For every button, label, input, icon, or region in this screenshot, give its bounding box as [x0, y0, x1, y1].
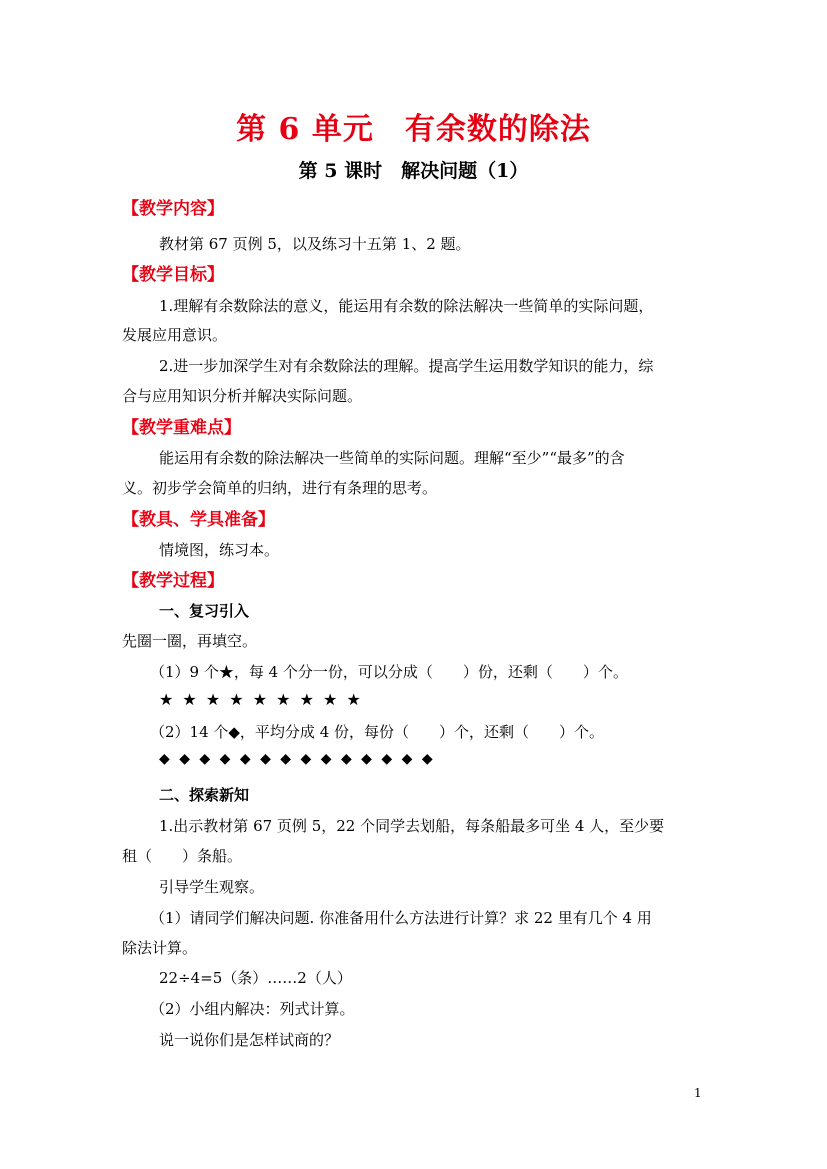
lesson-subtitle: 第 5 课时 解决问题（1）: [298, 160, 529, 182]
question-2: （2）小组内解决：列式计算。: [150, 1000, 355, 1018]
review-question-2: （2）14 个◆，平均分成 4 份，每份（ ）个，还剩（ ）个。: [150, 723, 605, 741]
tools-text: 情境图，练习本。: [159, 541, 280, 559]
section-heading-goals: 【教学目标】: [122, 265, 224, 285]
observe-text: 引导学生观察。: [159, 878, 265, 896]
question-3: 说一说你们是怎样试商的？: [159, 1031, 340, 1049]
section-heading-tools: 【教具、学具准备】: [122, 510, 275, 530]
section-heading-content: 【教学内容】: [122, 199, 224, 219]
question-1-line1: （1）请同学们解决问题. 你准备用什么方法进行计算？求 22 里有几个 4 用: [150, 909, 652, 927]
review-heading: 一、复习引入: [159, 602, 250, 620]
review-question-1: （1）9 个★，每 4 个分一份，可以分成（ ）份，还剩（ ）个。: [150, 663, 628, 681]
explore-line2: 租（ ）条船。: [122, 847, 243, 865]
key-line1: 能运用有余数的除法解决一些简单的实际问题。理解“至少”“最多”的含: [159, 449, 625, 467]
unit-title: 第 6 单元 有余数的除法: [236, 112, 591, 147]
goal1-line2: 发展应用意识。: [122, 326, 228, 344]
page-number: 1: [694, 1086, 702, 1100]
content-text: 教材第 67 页例 5，以及练习十五第 1、2 题。: [159, 235, 471, 253]
explore-line1: 1.出示教材第 67 页例 5，22 个同学去划船，每条船最多可坐 4 人，至少要: [159, 817, 665, 835]
goal1-line1: 1.理解有余数除法的意义，能运用有余数的除法解决一些简单的实际问题，: [159, 297, 654, 315]
division-equation: 22÷4=5（条）……2（人）: [159, 969, 352, 987]
key-line2: 义。初步学会简单的归纳，进行有条理的思考。: [122, 479, 438, 497]
question-1-line2: 除法计算。: [122, 939, 198, 957]
goal2-line2: 合与应用知识分析并解决实际问题。: [122, 387, 363, 405]
explore-heading: 二、探索新知: [159, 786, 250, 804]
section-heading-process: 【教学过程】: [122, 571, 224, 591]
diamond-row: ◆ ◆ ◆ ◆ ◆ ◆ ◆ ◆ ◆ ◆ ◆ ◆ ◆ ◆: [159, 751, 433, 767]
star-row: ★ ★ ★ ★ ★ ★ ★ ★ ★: [159, 690, 361, 709]
section-heading-key-points: 【教学重难点】: [122, 418, 241, 438]
goal2-line1: 2.进一步加深学生对有余数除法的理解。提高学生运用数学知识的能力，综: [159, 357, 654, 375]
review-intro: 先圈一圈，再填空。: [122, 632, 258, 650]
